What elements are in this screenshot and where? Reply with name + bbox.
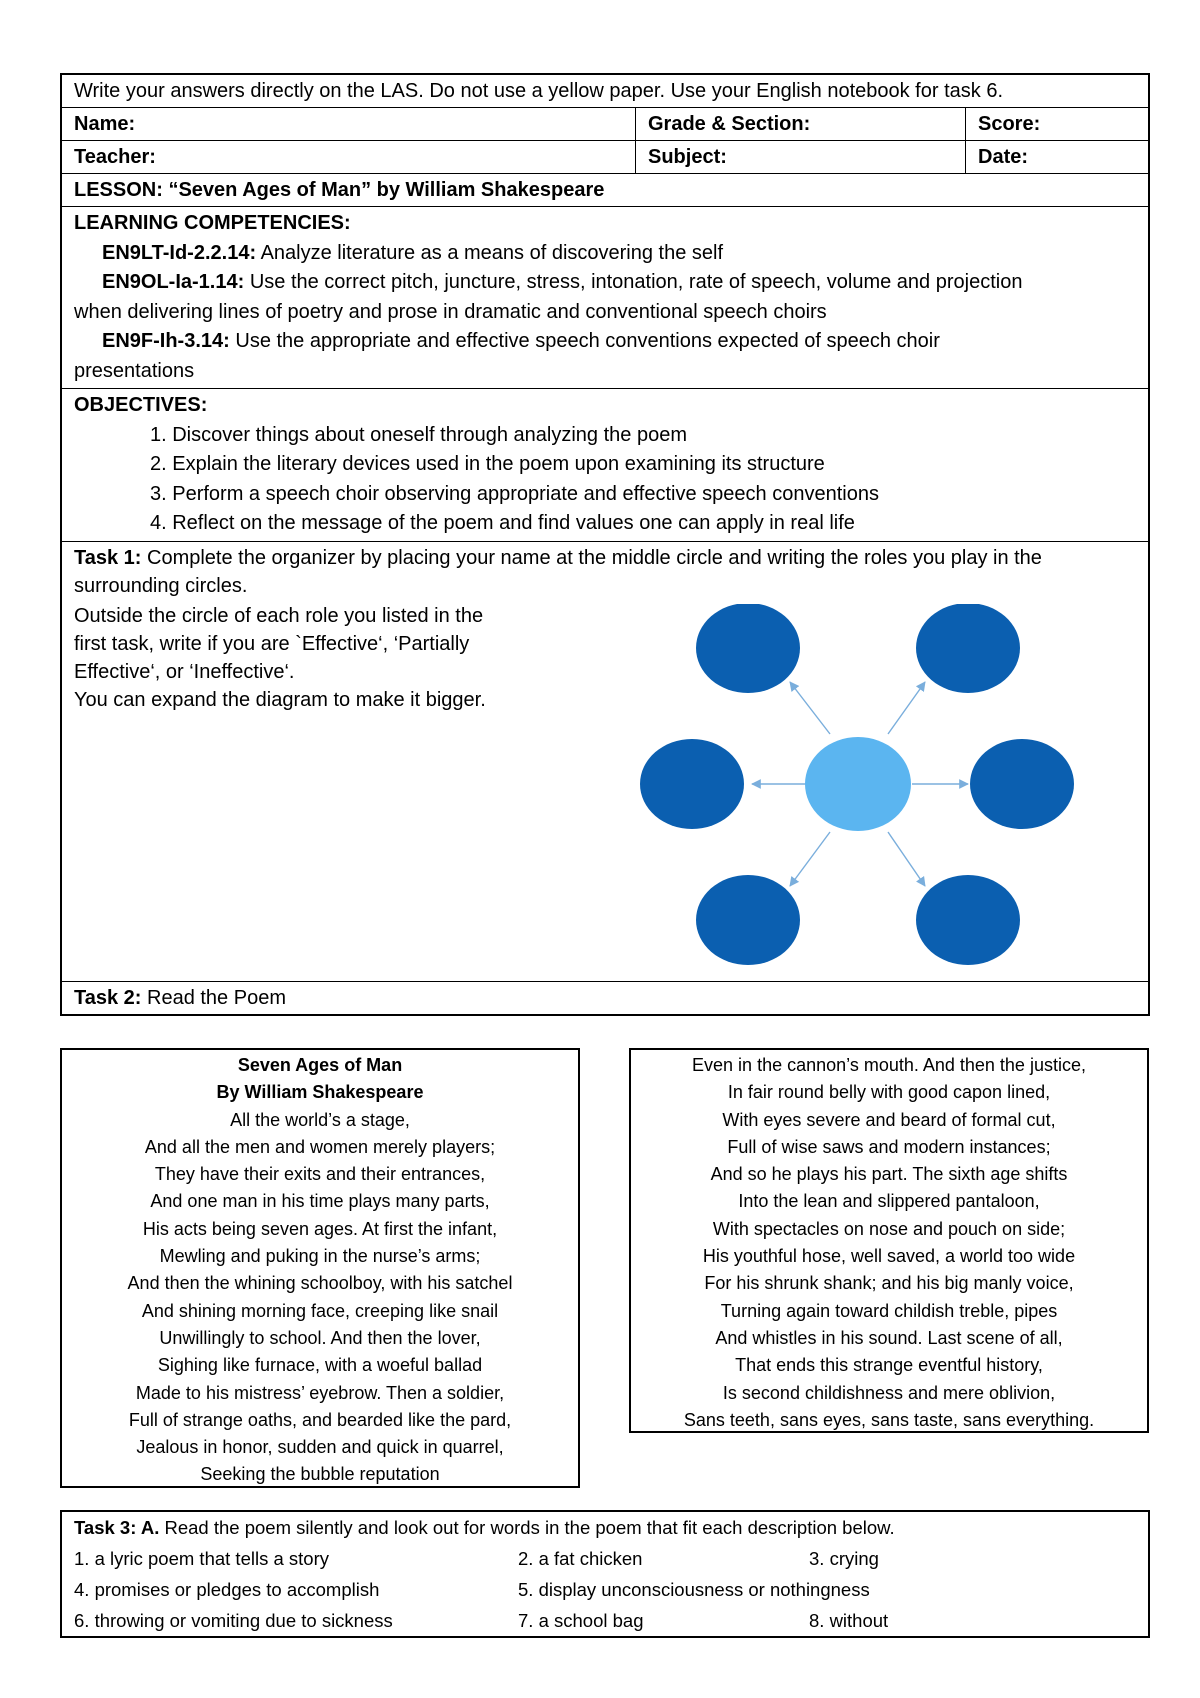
- lesson-title: LESSON: “Seven Ages of Man” by William Shakespeare: [74, 179, 605, 201]
- poem-line: Into the lean and slippered pantaloon,: [738, 1191, 1040, 1212]
- objectives-row: [62, 389, 1148, 542]
- role-circle-top-right[interactable]: [916, 604, 1020, 693]
- task1-side-line: Outside the circle of each role you listed in the: [74, 604, 484, 627]
- task1-side-instructions: [74, 602, 544, 714]
- role-circle-bottom-left[interactable]: [696, 875, 800, 965]
- poem-line: With eyes severe and beard of formal cut,: [722, 1109, 1056, 1130]
- arrow-top-right: [888, 682, 925, 734]
- task3-item: 6. throwing or vomiting due to sickness: [74, 1610, 393, 1631]
- poem-line: Full of strange oaths, and bearded like the pard,: [128, 1409, 512, 1430]
- role-circle-right[interactable]: [970, 739, 1074, 829]
- competency-3: EN9F-Ih-3.14: Use the appropriate and effective speech conventions expected of speech choir: [102, 330, 940, 352]
- arrow-bottom-right: [888, 832, 925, 886]
- objective-2: 2. Explain the literary devices used in the poem upon examining its structure: [150, 453, 825, 475]
- competency-3-cont: presentations: [74, 359, 195, 382]
- poem-line: And all the men and women merely players;: [144, 1136, 496, 1157]
- poem-line: And one man in his time plays many parts,: [150, 1191, 490, 1212]
- competency-2-cont: when delivering lines of poetry and prose in dramatic and conventional speech choirs: [74, 300, 827, 323]
- task2-label: Task 2:: [74, 986, 142, 1009]
- poem-line: Full of wise saws and modern instances;: [727, 1136, 1051, 1157]
- task3-box: [60, 1510, 1150, 1638]
- task2-text: Read the Poem: [141, 986, 286, 1009]
- task1-instructions: Task 1: Complete the organizer by placing your name at the middle circle and writing the roles you play in the surrounding circles.: [74, 546, 1042, 597]
- task3-row-2: [74, 1574, 1136, 1605]
- task3-item: 2. a fat chicken: [518, 1548, 643, 1569]
- poem-line: Turning again toward childish treble, pipes: [720, 1300, 1058, 1321]
- score-label[interactable]: Score:: [978, 113, 1041, 135]
- poem-box-right: [629, 1048, 1149, 1433]
- task3-item: 3. crying: [809, 1548, 879, 1569]
- poem-author: By William Shakespeare: [216, 1082, 424, 1103]
- competencies-row: [62, 207, 1148, 389]
- poem-line: Mewling and puking in the nurse’s arms;: [159, 1246, 481, 1267]
- date-label[interactable]: Date:: [978, 146, 1029, 168]
- competency-2: EN9OL-Ia-1.14: Use the correct pitch, juncture, stress, intonation, rate of speech, volume and projection: [102, 271, 1023, 293]
- poem-line: His acts being seven ages. At first the infant,: [142, 1218, 498, 1239]
- task3-item: 1. a lyric poem that tells a story: [74, 1548, 329, 1569]
- task3-item: 4. promises or pledges to accomplish: [74, 1579, 380, 1600]
- poem-line: And shining morning face, creeping like snail: [141, 1300, 499, 1321]
- competencies-title: LEARNING COMPETENCIES:: [74, 212, 351, 234]
- poem-line: Seeking the bubble reputation: [200, 1464, 440, 1485]
- lesson-row: [62, 174, 1148, 207]
- arrow-top-left: [790, 682, 830, 734]
- name-row: [62, 108, 1148, 141]
- task2-row: [62, 982, 1148, 1014]
- role-circle-top-left[interactable]: [696, 604, 800, 693]
- instructions-text: Write your answers directly on the LAS. Do not use a yellow paper. Use your English notebook for task 6.: [74, 80, 1003, 102]
- role-circle-bottom-right[interactable]: [916, 875, 1020, 965]
- teacher-label[interactable]: Teacher:: [74, 146, 156, 168]
- task3-row-3: [74, 1605, 1136, 1636]
- poem-title: Seven Ages of Man: [237, 1055, 403, 1075]
- objective-4: 4. Reflect on the message of the poem and find values one can apply in real life: [150, 512, 855, 534]
- grade-section-label[interactable]: Grade & Section:: [648, 113, 811, 135]
- task3-item: 7. a school bag: [518, 1610, 644, 1631]
- objectives-title: OBJECTIVES:: [74, 394, 208, 416]
- arrow-bottom-left: [790, 832, 830, 886]
- poem-line: They have their exits and their entrances,: [154, 1164, 486, 1185]
- poem-line: All the world’s a stage,: [230, 1109, 410, 1130]
- poem-line: His youthful hose, well saved, a world too wide: [702, 1246, 1076, 1267]
- task1-side-line: You can expand the diagram to make it bigger.: [74, 688, 486, 711]
- poem-line: In fair round belly with good capon lined,: [727, 1082, 1051, 1103]
- poem-line: Sighing like furnace, with a woeful ballad: [157, 1355, 483, 1376]
- las-header-table: [60, 73, 1150, 1016]
- task1-side-line: first task, write if you are `Effective‘, ‘Partially: [74, 632, 470, 655]
- task1-side-line: Effective‘, or ‘Ineffective‘.: [74, 660, 295, 683]
- task3-item: 8. without: [809, 1610, 889, 1631]
- poem-line: And then the whining schoolboy, with his satchel: [127, 1273, 513, 1294]
- poem-line: For his shrunk shank; and his big manly voice,: [704, 1273, 1074, 1294]
- poem-line: Made to his mistress’ eyebrow. Then a soldier,: [135, 1382, 505, 1403]
- objective-1: 1. Discover things about oneself through analyzing the poem: [150, 423, 688, 446]
- role-circle-left[interactable]: [640, 739, 744, 829]
- poem-line: With spectacles on nose and pouch on side;: [712, 1218, 1066, 1239]
- poem-line: And whistles in his sound. Last scene of all,: [715, 1327, 1063, 1348]
- teacher-row: [62, 141, 1148, 174]
- poem-line: Jealous in honor, sudden and quick in quarrel,: [136, 1437, 504, 1458]
- objective-3: 3. Perform a speech choir observing appropriate and effective speech conventions: [150, 482, 879, 505]
- poem-box-left: [60, 1048, 580, 1488]
- poem-line: And so he plays his part. The sixth age shifts: [710, 1164, 1068, 1185]
- poem-line: Even in the cannon’s mouth. And then the justice,: [692, 1055, 1086, 1075]
- task1-row: [62, 542, 1148, 982]
- instructions-row: [62, 75, 1148, 108]
- poem-line: Is second childishness and mere oblivion,: [722, 1382, 1056, 1403]
- roles-organizer-diagram[interactable]: [640, 604, 1110, 974]
- poem-line: That ends this strange eventful history,: [735, 1355, 1043, 1376]
- task3-row-1: [74, 1543, 1136, 1574]
- task3-instructions: Task 3: A. Read the poem silently and look out for words in the poem that fit each description below.: [74, 1517, 895, 1538]
- poem-line: Sans teeth, sans eyes, sans taste, sans everything.: [683, 1409, 1095, 1430]
- competency-1: EN9LT-Id-2.2.14: Analyze literature as a means of discovering the self: [102, 241, 724, 264]
- task3-item: 5. display unconsciousness or nothingness: [518, 1579, 870, 1600]
- name-circle-center[interactable]: [805, 737, 911, 831]
- subject-label[interactable]: Subject:: [648, 146, 727, 168]
- name-label[interactable]: Name:: [74, 113, 136, 135]
- poem-line: Unwillingly to school. And then the lover,: [159, 1327, 481, 1348]
